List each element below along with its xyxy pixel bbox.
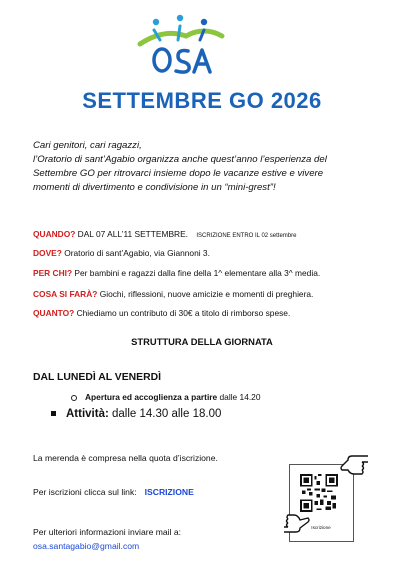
attivita-time: dalle 14.30 alle 18.00: [112, 408, 222, 420]
qr-code-icon[interactable]: [300, 474, 338, 512]
info-dove: [33, 248, 210, 258]
email-link[interactable]: osa.santagabio@gmail.com: [33, 541, 140, 551]
iscrizioni-text: Per iscrizioni clicca sul link:: [33, 487, 137, 497]
quando-text: DAL 07 ALL’11 SETTEMBRE.: [77, 229, 188, 239]
apertura-time: dalle 14.20: [219, 392, 261, 402]
intro-line: l’Oratorio di sant’Agabio organizza anche quest’anno l’esperienza del: [33, 154, 327, 165]
intro-line: Settembre GO per ritrovarci insieme dopo le vacanze estive e vivere: [33, 168, 324, 179]
info-text: Per ulteriori informazioni inviare mail a:: [33, 527, 182, 537]
quando-label: QUANDO?: [33, 229, 76, 239]
intro-line: momenti di divertimento e condivisione in un “mini-grest”!: [33, 182, 276, 193]
apertura-item: [71, 392, 261, 402]
apertura-label: Apertura ed accoglienza a partire: [85, 392, 218, 402]
days-heading: DAL LUNEDÌ AL VENERDÌ: [33, 372, 161, 383]
oratorio-logo: [134, 14, 226, 78]
intro-line: Cari genitori, cari ragazzi,: [33, 140, 142, 151]
perchi-text: Per bambini e ragazzi dalla fine della 1^ elementare alla 3^ media.: [74, 268, 321, 278]
intro-paragraph: [33, 139, 378, 195]
merenda-note: La merenda è compresa nella quota d’iscrizione.: [33, 453, 218, 463]
iscrizione-note: ISCRIZIONE ENTRO IL 02 settembre: [196, 233, 297, 239]
perchi-label: PER CHI?: [33, 268, 73, 278]
info-cosa: [33, 289, 313, 299]
dove-label: DOVE?: [33, 248, 62, 258]
pointing-hand-icon: [338, 452, 370, 476]
qr-label: Iscrizione: [311, 525, 331, 530]
square-bullet-icon: [51, 411, 56, 416]
cosa-text: Giochi, riflessioni, nuove amicizie e momenti di preghiera.: [99, 289, 314, 299]
info-quando: [33, 229, 296, 239]
info-per-chi: [33, 268, 320, 278]
circle-bullet-icon: [71, 395, 77, 401]
dove-text: Oratorio di sant’Agabio, via Giannoni 3.: [64, 248, 210, 258]
attivita-item: [51, 408, 221, 420]
section-title: STRUTTURA DELLA GIORNATA: [131, 336, 273, 347]
iscrizioni-row: [33, 487, 194, 497]
pointing-hand-icon: [282, 512, 312, 536]
cosa-label: COSA SI FARÀ?: [33, 289, 98, 299]
page-title: SETTEMBRE GO 2026: [82, 88, 322, 113]
attivita-label: Attività:: [66, 408, 109, 420]
quanto-text: Chiediamo un contributo di 30€ a titolo di rimborso spese.: [76, 308, 291, 318]
info-quanto: [33, 308, 290, 318]
iscrizione-link[interactable]: ISCRIZIONE: [144, 487, 194, 497]
quanto-label: QUANTO?: [33, 308, 75, 318]
